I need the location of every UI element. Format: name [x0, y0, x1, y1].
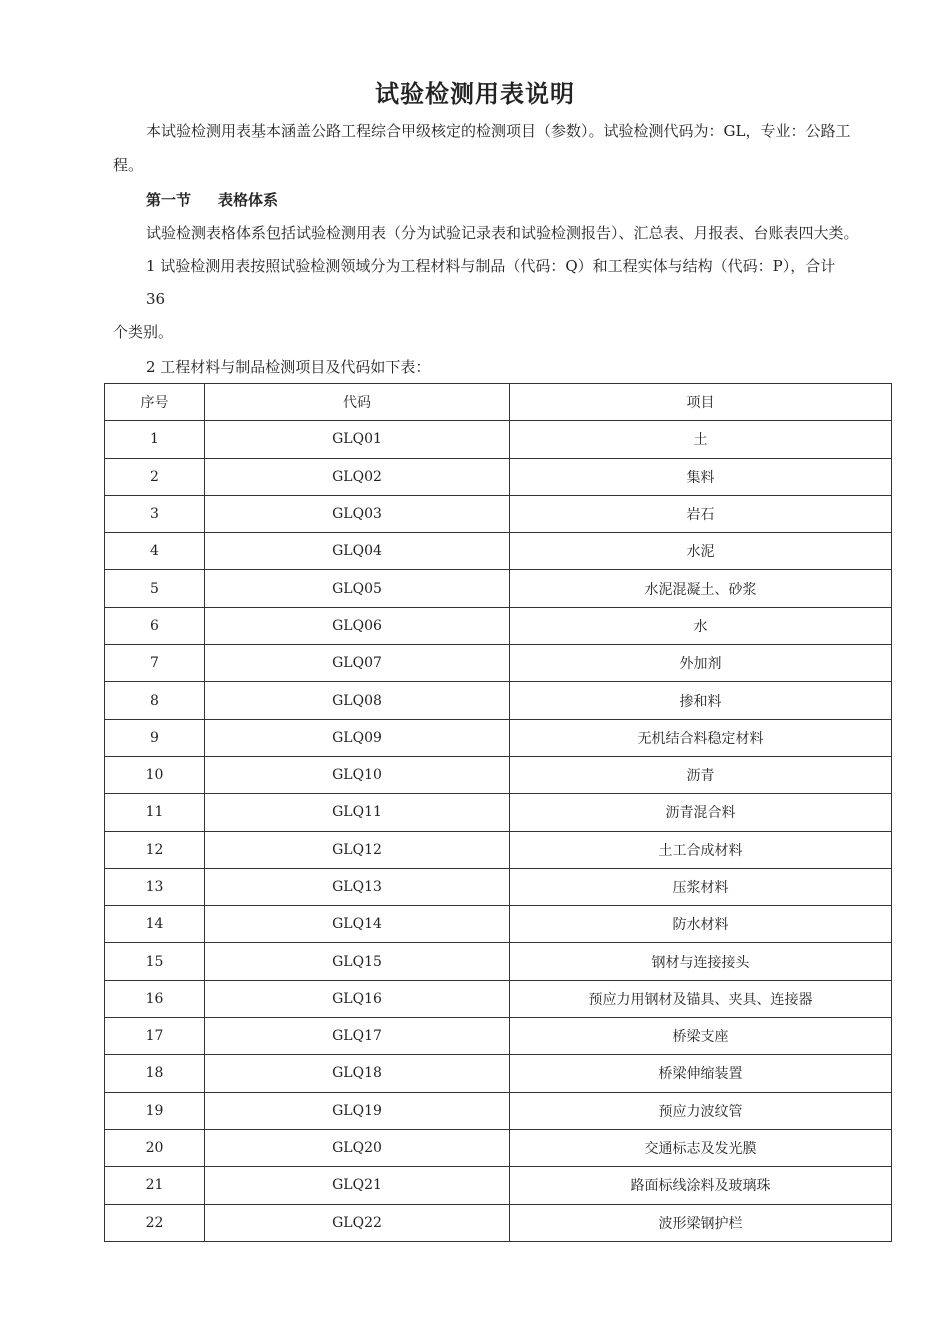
- cell-item: 外加剂: [510, 645, 892, 682]
- cell-code: GLQ11: [205, 794, 510, 831]
- table-row: [105, 719, 892, 756]
- cell-item: 土: [510, 421, 892, 458]
- table-row: [105, 1092, 892, 1129]
- cell-code: GLQ01: [205, 421, 510, 458]
- cell-item: 水泥: [510, 533, 892, 570]
- cell-index: 15: [105, 943, 205, 980]
- cell-index: 2: [105, 458, 205, 495]
- cell-code: GLQ22: [205, 1204, 510, 1241]
- cell-index: 19: [105, 1092, 205, 1129]
- cell-index: 5: [105, 570, 205, 607]
- cell-item: 集料: [510, 458, 892, 495]
- table-row: [105, 1129, 892, 1166]
- cell-item: 预应力用钢材及锚具、夹具、连接器: [510, 980, 892, 1017]
- cell-code: GLQ07: [205, 645, 510, 682]
- cell-index: 22: [105, 1204, 205, 1241]
- cell-index: 13: [105, 868, 205, 905]
- cell-item: 波形梁钢护栏: [510, 1204, 892, 1241]
- table-row: [105, 1018, 892, 1055]
- cell-code: GLQ21: [205, 1167, 510, 1204]
- cell-item: 钢材与连接接头: [510, 943, 892, 980]
- table-row: [105, 831, 892, 868]
- table-row: [105, 570, 892, 607]
- cell-index: 4: [105, 533, 205, 570]
- cell-index: 3: [105, 495, 205, 532]
- cell-item: 无机结合料稳定材料: [510, 719, 892, 756]
- table-row: [105, 1167, 892, 1204]
- cell-code: GLQ05: [205, 570, 510, 607]
- cell-item: 预应力波纹管: [510, 1092, 892, 1129]
- table-row: [105, 980, 892, 1017]
- table-row: [105, 533, 892, 570]
- cell-index: 1: [105, 421, 205, 458]
- cell-code: GLQ20: [205, 1129, 510, 1166]
- table-row: [105, 943, 892, 980]
- header-code: 代码: [205, 384, 510, 421]
- cell-code: GLQ09: [205, 719, 510, 756]
- table-row: [105, 682, 892, 719]
- cell-item: 沥青混合料: [510, 794, 892, 831]
- page-title: 试验检测用表说明: [375, 80, 575, 108]
- cell-code: GLQ12: [205, 831, 510, 868]
- table-row: [105, 645, 892, 682]
- header-index: 序号: [105, 384, 205, 421]
- cell-code: GLQ04: [205, 533, 510, 570]
- table-row: [105, 1204, 892, 1241]
- table-row: [105, 421, 892, 458]
- cell-code: GLQ17: [205, 1018, 510, 1055]
- cell-index: 10: [105, 756, 205, 793]
- intro-paragraph-line1: 本试验检测用表基本涵盖公路工程综合甲级核定的检测项目（参数）。试验检测代码为：GL，专业：公路工: [146, 122, 851, 140]
- paragraph-table-system: 试验检测表格体系包括试验检测用表（分为试验记录表和试验检测报告）、汇总表、月报表、台账表四大类。: [146, 224, 859, 242]
- table-row: [105, 495, 892, 532]
- materials-code-table: [104, 383, 892, 1242]
- cell-code: GLQ03: [205, 495, 510, 532]
- cell-index: 17: [105, 1018, 205, 1055]
- cell-item: 水: [510, 607, 892, 644]
- section-title: 表格体系: [218, 191, 279, 209]
- cell-item: 桥梁伸缩装置: [510, 1055, 892, 1092]
- cell-index: 11: [105, 794, 205, 831]
- cell-code: GLQ06: [205, 607, 510, 644]
- cell-index: 9: [105, 719, 205, 756]
- cell-item: 压浆材料: [510, 868, 892, 905]
- cell-code: GLQ02: [205, 458, 510, 495]
- cell-index: 20: [105, 1129, 205, 1166]
- cell-code: GLQ15: [205, 943, 510, 980]
- cell-code: GLQ08: [205, 682, 510, 719]
- table-row: [105, 794, 892, 831]
- section-number: 第一节: [146, 191, 192, 209]
- cell-code: GLQ16: [205, 980, 510, 1017]
- cell-item: 桥梁支座: [510, 1018, 892, 1055]
- cell-index: 16: [105, 980, 205, 1017]
- table-row: [105, 756, 892, 793]
- table-header-row: [105, 384, 892, 421]
- cell-index: 8: [105, 682, 205, 719]
- paragraph-categories-line1: 1 试验检测用表按照试验检测领域分为工程材料与制品（代码：Q）和工程实体与结构（代码：P），合计: [146, 257, 836, 275]
- cell-index: 21: [105, 1167, 205, 1204]
- paragraph-categories-line3: 个类别。: [113, 323, 174, 341]
- paragraph-categories-line2: 36: [146, 290, 166, 308]
- cell-item: 交通标志及发光膜: [510, 1129, 892, 1166]
- table-row: [105, 607, 892, 644]
- intro-paragraph-line2: 程。: [113, 156, 144, 174]
- cell-code: GLQ18: [205, 1055, 510, 1092]
- cell-item: 土工合成材料: [510, 831, 892, 868]
- cell-code: GLQ13: [205, 868, 510, 905]
- cell-code: GLQ10: [205, 756, 510, 793]
- table-row: [105, 906, 892, 943]
- cell-index: 12: [105, 831, 205, 868]
- cell-item: 防水材料: [510, 906, 892, 943]
- cell-index: 6: [105, 607, 205, 644]
- cell-item: 水泥混凝土、砂浆: [510, 570, 892, 607]
- cell-item: 掺和料: [510, 682, 892, 719]
- cell-code: GLQ19: [205, 1092, 510, 1129]
- paragraph-table-intro: 2 工程材料与制品检测项目及代码如下表：: [146, 358, 431, 376]
- cell-item: 岩石: [510, 495, 892, 532]
- header-item: 项目: [510, 384, 892, 421]
- table-row: [105, 458, 892, 495]
- cell-code: GLQ14: [205, 906, 510, 943]
- table-row: [105, 1055, 892, 1092]
- cell-index: 7: [105, 645, 205, 682]
- cell-index: 14: [105, 906, 205, 943]
- cell-item: 路面标线涂料及玻璃珠: [510, 1167, 892, 1204]
- cell-item: 沥青: [510, 756, 892, 793]
- table-row: [105, 868, 892, 905]
- cell-index: 18: [105, 1055, 205, 1092]
